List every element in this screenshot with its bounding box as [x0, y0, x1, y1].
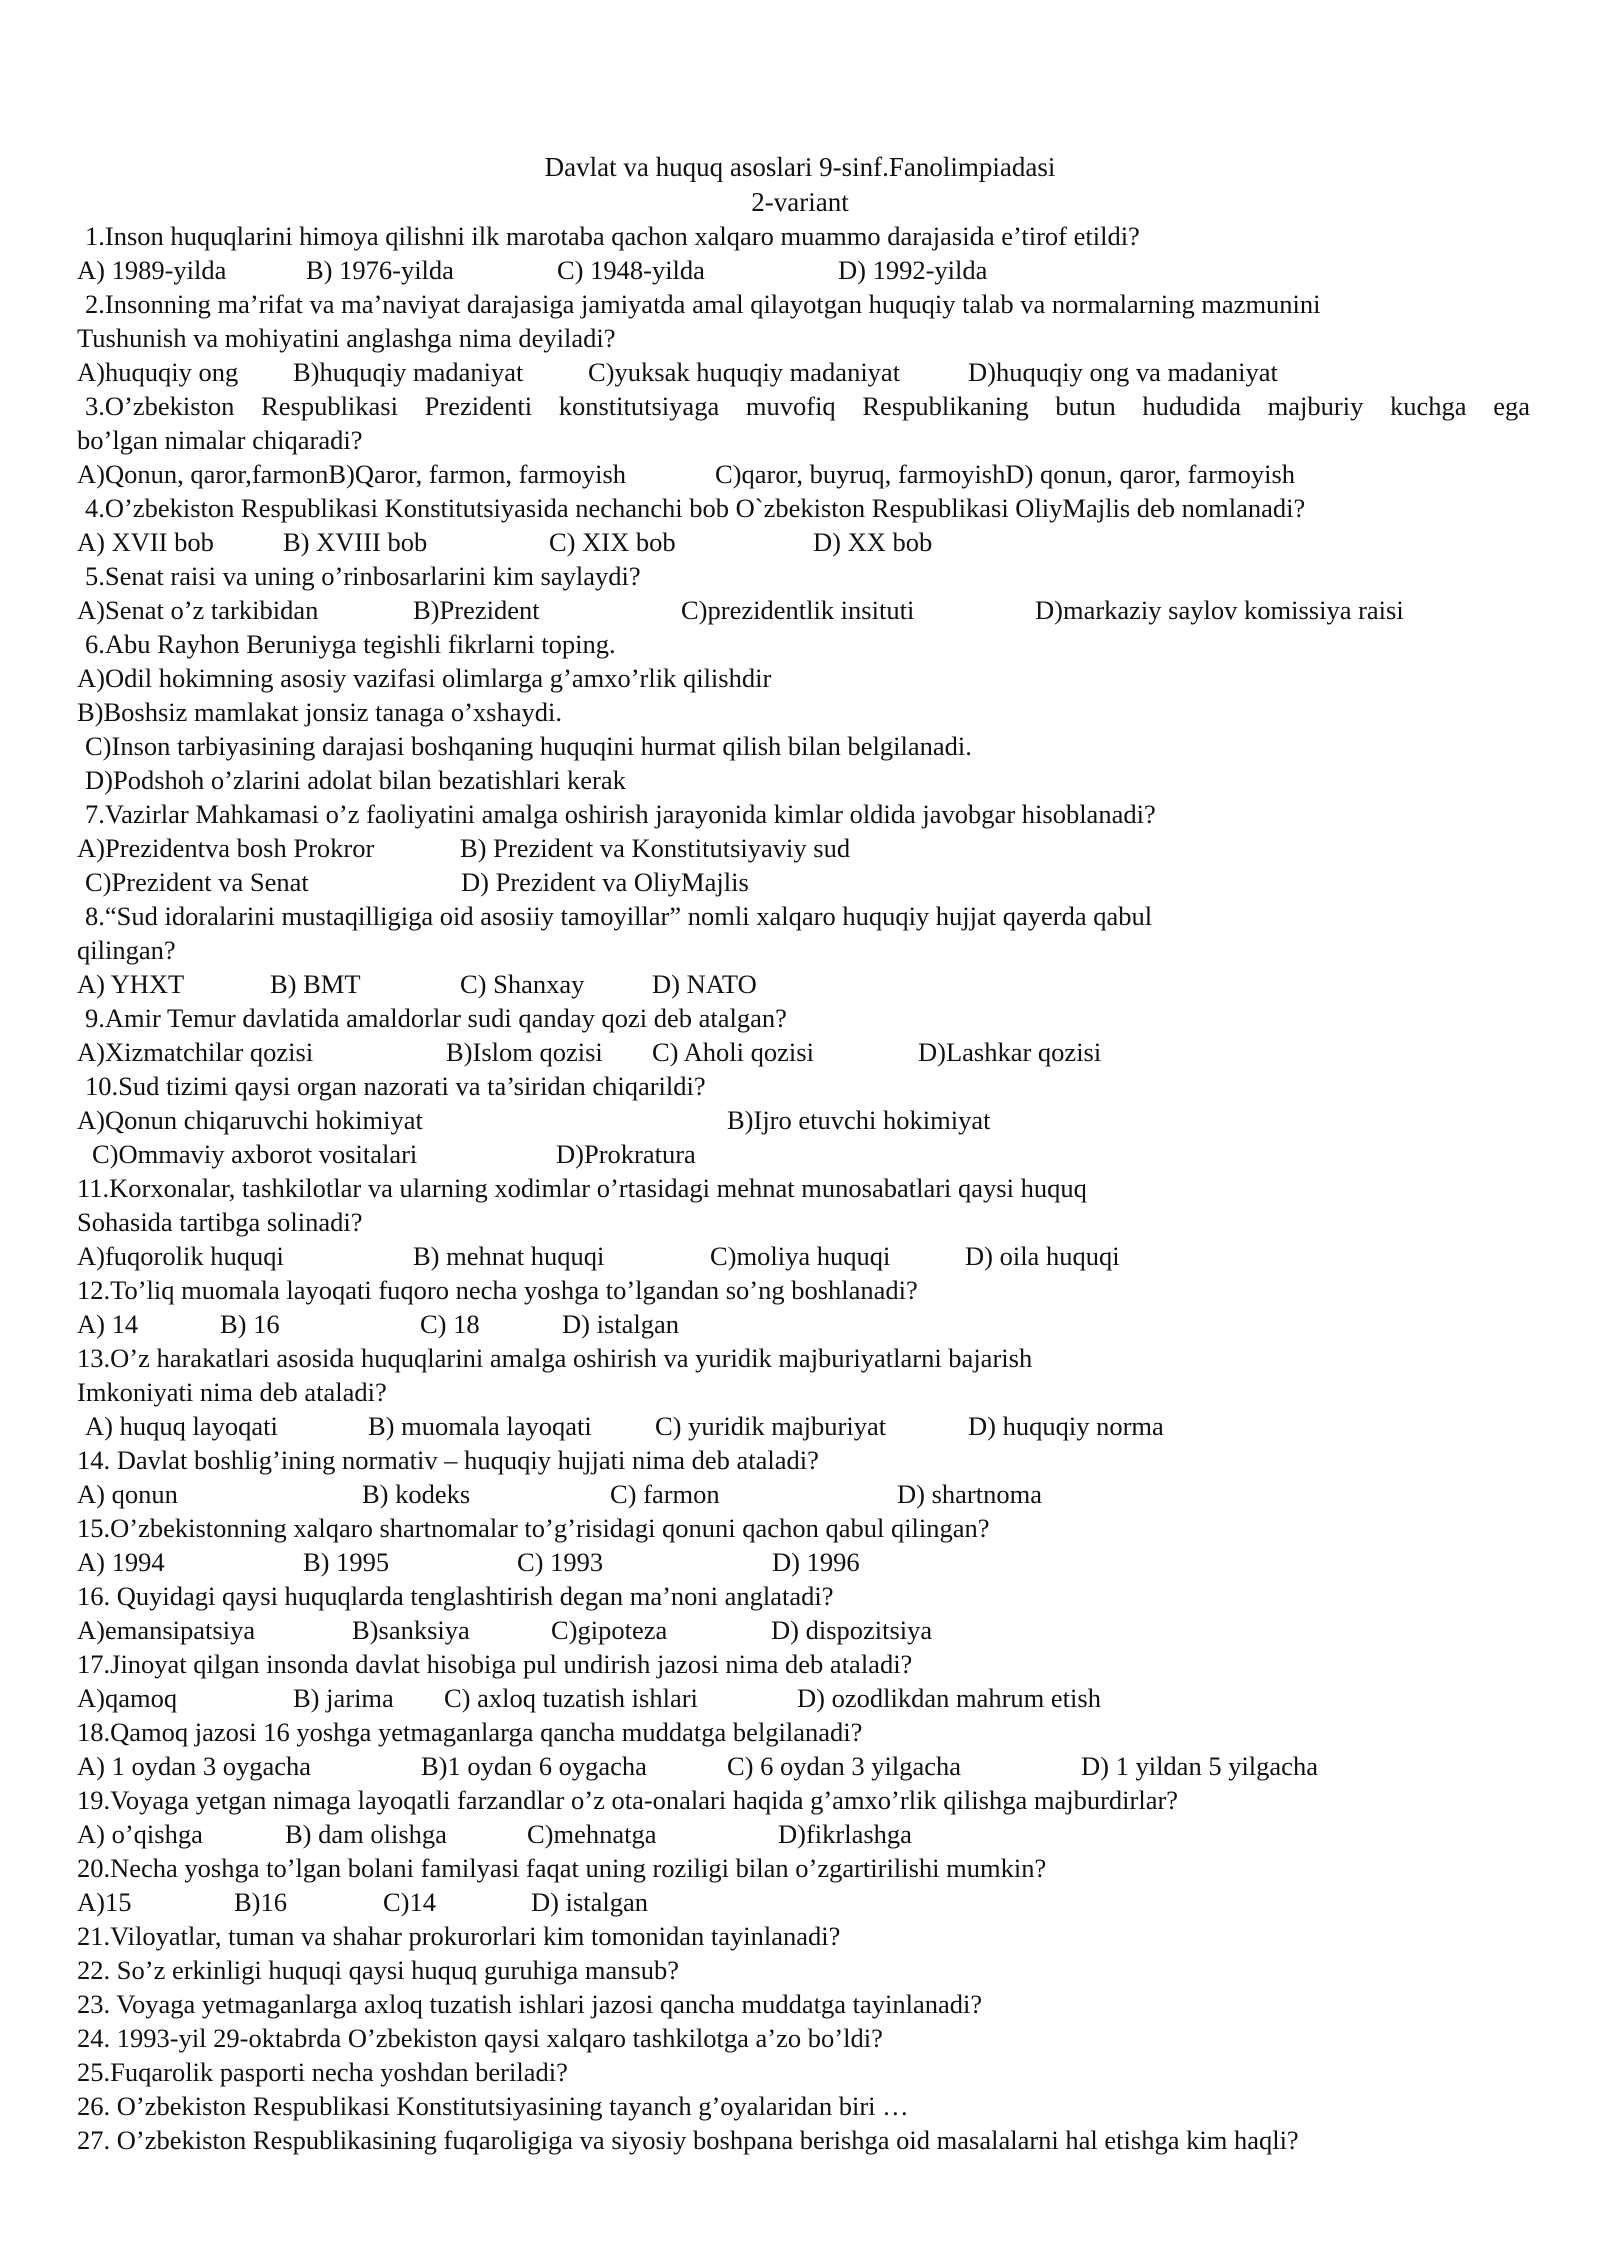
- option-d: D) 1992-yilda: [838, 255, 988, 285]
- option-d: D) huquqiy norma: [968, 1411, 1164, 1441]
- option-b: B) 16: [220, 1309, 280, 1339]
- option-b: B)Islom qozisi: [446, 1037, 603, 1067]
- option-a: A) XVII bob: [77, 527, 214, 557]
- option-d: D) NATO: [652, 969, 757, 999]
- option-a: A) qonun: [77, 1479, 178, 1509]
- option-c: C) yuridik majburiyat: [655, 1411, 887, 1441]
- option-b: B) BMT: [270, 969, 361, 999]
- question-text: 4.O’zbekiston Respublikasi Konstitutsiyasida nechanchi bob O`zbekiston Respublikasi OliyMajlis deb nomlanadi?: [85, 493, 1306, 523]
- question-text: 20.Necha yoshga to’lgan bolani familyasi faqat uning roziligi bilan o’zgartirilishi mumkin?: [77, 1853, 1047, 1883]
- question-text: 25.Fuqarolik pasporti necha yoshdan beriladi?: [77, 2057, 568, 2087]
- option-c: C)moliya huquqi: [710, 1241, 891, 1271]
- question-text: 14. Davlat boshlig’ining normativ – huquqiy hujjati nima deb ataladi?: [77, 1445, 819, 1475]
- option-a: A) 14: [77, 1309, 139, 1339]
- question-text-continued: Sohasida tartibga solinadi?: [77, 1207, 363, 1237]
- option-a: A) 1994: [77, 1547, 165, 1577]
- option-a: A)emansipatsiya: [77, 1615, 256, 1645]
- question-3: 3.O’zbekiston Respublikasi Prezidenti konstitutsiyaga muvofiq Respublikaning butun hududida majburiy kuchga ega: [85, 391, 1530, 421]
- option-a: A) 1989-yilda: [77, 255, 227, 285]
- option-a: A) YHXT: [77, 969, 185, 999]
- option-b: B)huquqiy madaniyat: [293, 357, 524, 387]
- option-a: A)Odil hokimning asosiy vazifasi olimlarga g’amxo’rlik qilishdir: [77, 663, 772, 693]
- option-c: C) axloq tuzatish ishlari: [444, 1683, 698, 1713]
- option-d: D) 1 yildan 5 yilgacha: [1081, 1751, 1318, 1781]
- question-text: 12.To’liq muomala layoqati fuqoro necha yoshga to’lgandan so’ng boshlanadi?: [77, 1275, 918, 1305]
- option-d: D) XX bob: [813, 527, 933, 557]
- option-d: D) 1996: [772, 1547, 860, 1577]
- option-d: D) Prezident va OliyMajlis: [461, 867, 749, 897]
- option-b: B) mehnat huquqi: [413, 1241, 605, 1271]
- option-c: C)Ommaviy axborot vositalari: [92, 1139, 418, 1169]
- option-b: B)Boshsiz mamlakat jonsiz tanaga o’xshaydi.: [77, 697, 562, 727]
- question-text-continued: bo’lgan nimalar chiqaradi?: [77, 425, 363, 455]
- document-title: Davlat va huquq asoslari 9-sinf.Fanolimpiadasi: [544, 152, 1056, 182]
- option-a: A) huquq layoqati: [85, 1411, 278, 1441]
- option-a-b: A)Qonun, qaror,farmonB)Qaror, farmon, farmoyish: [77, 459, 627, 489]
- option-b: B) XVIII bob: [283, 527, 428, 557]
- question-text: 22. So’z erkinligi huquqi qaysi huquq guruhiga mansub?: [77, 1955, 680, 1985]
- option-b: B)sanksiya: [352, 1615, 470, 1645]
- question-text: 11.Korxonalar, tashkilotlar va ularning xodimlar o’rtasidagi mehnat munosabatlari qaysi huquq: [77, 1173, 1087, 1203]
- option-c: C)gipoteza: [551, 1615, 668, 1645]
- option-b: B)Prezident: [413, 595, 540, 625]
- question-text: 1.Inson huquqlarini himoya qilishni ilk marotaba qachon xalqaro muammo darajasida e’tirof etildi?: [85, 221, 1140, 251]
- option-a: A) 1 oydan 3 oygacha: [77, 1751, 312, 1781]
- question-text: 23. Voyaga yetmaganlarga axloq tuzatish ishlari jazosi qancha muddatga tayinlanadi?: [77, 1989, 983, 2019]
- option-a: A)huquqiy ong: [77, 357, 239, 387]
- option-a: A)Xizmatchilar qozisi: [77, 1037, 314, 1067]
- question-text: 19.Voyaga yetgan nimaga layoqatli farzandlar o’z ota-onalari haqida g’amxo’rlik qilishga majburdirlar?: [77, 1785, 1179, 1815]
- question-text: 17.Jinoyat qilgan insonda davlat hisobiga pul undirish jazosi nima deb ataladi?: [77, 1649, 913, 1679]
- option-b: B)1 oydan 6 oygacha: [421, 1751, 647, 1781]
- option-b: B) Prezident va Konstitutsiyaviy sud: [460, 833, 851, 863]
- option-b: B)16: [234, 1887, 287, 1917]
- option-c: C) 18: [420, 1309, 480, 1339]
- option-c: C)prezidentlik insituti: [681, 595, 915, 625]
- option-d: D)Lashkar qozisi: [918, 1037, 1102, 1067]
- question-text: 7.Vazirlar Mahkamasi o’z faoliyatini amalga oshirish jarayonida kimlar oldida javobgar hisoblanadi?: [85, 799, 1156, 829]
- question-text: 16. Quyidagi qaysi huquqlarda tenglashtirish degan ma’noni anglatadi?: [77, 1581, 834, 1611]
- option-d: D) istalgan: [562, 1309, 680, 1339]
- option-d: D) ozodlikdan mahrum etish: [797, 1683, 1101, 1713]
- option-d: D) istalgan: [531, 1887, 649, 1917]
- option-d: D)markaziy saylov komissiya raisi: [1035, 595, 1404, 625]
- option-d: D)fikrlashga: [778, 1819, 912, 1849]
- option-c: C)Inson tarbiyasining darajasi boshqaning huquqini hurmat qilish bilan belgilanadi.: [85, 731, 972, 761]
- option-a: A)Qonun chiqaruvchi hokimiyat: [77, 1105, 423, 1135]
- question-text: 24. 1993-yil 29-oktabrda O’zbekiston qaysi xalqaro tashkilotga a’zo bo’ldi?: [77, 2023, 883, 2053]
- question-text: 6.Abu Rayhon Beruniyga tegishli fikrlarni toping.: [85, 629, 616, 659]
- option-c: C) 6 oydan 3 yilgacha: [727, 1751, 962, 1781]
- option-d: D) oila huquqi: [965, 1241, 1120, 1271]
- question-text: 10.Sud tizimi qaysi organ nazorati va ta’siridan chiqarildi?: [85, 1071, 706, 1101]
- question-text: 13.O’z harakatlari asosida huquqlarini amalga oshirish va yuridik majburiyatlarni bajarish: [77, 1343, 1033, 1373]
- question-text-continued: Tushunish va mohiyatini anglashga nima deyiladi?: [77, 323, 616, 353]
- option-c: C) 1948-yilda: [557, 255, 705, 285]
- option-c: C)14: [383, 1887, 436, 1917]
- option-c: C)mehnatga: [527, 1819, 657, 1849]
- option-a: A)Prezidentva bosh Prokror: [77, 833, 375, 863]
- option-b: B)Ijro etuvchi hokimiyat: [727, 1105, 991, 1135]
- option-c: C)yuksak huquqiy madaniyat: [588, 357, 901, 387]
- option-b: B) dam olishga: [285, 1819, 447, 1849]
- question-text: 27. O’zbekiston Respublikasining fuqaroligiga va siyosiy boshpana berishga oid masalalarni hal etishga kim haqli?: [77, 2125, 1299, 2155]
- question-text-continued: Imkoniyati nima deb ataladi?: [77, 1377, 387, 1407]
- option-d: D) dispozitsiya: [771, 1615, 933, 1645]
- option-b: B) 1995: [303, 1547, 390, 1577]
- option-a: A)qamoq: [77, 1683, 178, 1713]
- option-c: C)Prezident va Senat: [85, 867, 309, 897]
- option-c: C) 1993: [517, 1547, 604, 1577]
- option-d: D)huquqiy ong va madaniyat: [968, 357, 1278, 387]
- question-text: 21.Viloyatlar, tuman va shahar prokurorlari kim tomonidan tayinlanadi?: [77, 1921, 841, 1951]
- question-text: 5.Senat raisi va uning o’rinbosarlarini kim saylaydi?: [85, 561, 641, 591]
- option-c: C) farmon: [610, 1479, 720, 1509]
- option-d: D)Prokratura: [556, 1139, 696, 1169]
- question-text: 2.Insonning ma’rifat va ma’naviyat darajasiga jamiyatda amal qilayotgan huquqiy talab va normalarning mazmunini: [85, 289, 1321, 319]
- option-b: B) 1976-yilda: [306, 255, 454, 285]
- option-a: A)Senat o’z tarkibidan: [77, 595, 319, 625]
- question-text: 26. O’zbekiston Respublikasi Konstitutsiyasining tayanch g’oyalaridan biri …: [77, 2091, 909, 2121]
- option-c: C) Shanxay: [460, 969, 585, 999]
- option-c: C) XIX bob: [549, 527, 676, 557]
- option-d: D)Podshoh o’zlarini adolat bilan bezatishlari kerak: [85, 765, 626, 795]
- option-c-d: C)qaror, buyruq, farmoyishD) qonun, qaror, farmoyish: [715, 459, 1296, 489]
- option-b: B) jarima: [293, 1683, 394, 1713]
- question-text: 15.O’zbekistonning xalqaro shartnomalar to’g’risidagi qonuni qachon qabul qilingan?: [77, 1513, 990, 1543]
- question-text: 8.“Sud idoralarini mustaqilligiga oid asosiiy tamoyillar” nomli xalqaro huquqiy hujjat qayerda qabul: [85, 901, 1153, 931]
- option-a: A)15: [77, 1887, 132, 1917]
- option-c: C) Aholi qozisi: [652, 1037, 814, 1067]
- question-text: 18.Qamoq jazosi 16 yoshga yetmaganlarga qancha muddatga belgilanadi?: [77, 1717, 863, 1747]
- question-text: 9.Amir Temur davlatida amaldorlar sudi qanday qozi deb atalgan?: [85, 1003, 787, 1033]
- option-a: A) o’qishga: [77, 1819, 203, 1849]
- option-b: B) muomala layoqati: [368, 1411, 592, 1441]
- option-a: A)fuqorolik huquqi: [77, 1241, 284, 1271]
- option-d: D) shartnoma: [897, 1479, 1042, 1509]
- option-b: B) kodeks: [362, 1479, 471, 1509]
- question-text-continued: qilingan?: [77, 935, 176, 965]
- variant-label: 2-variant: [751, 187, 849, 217]
